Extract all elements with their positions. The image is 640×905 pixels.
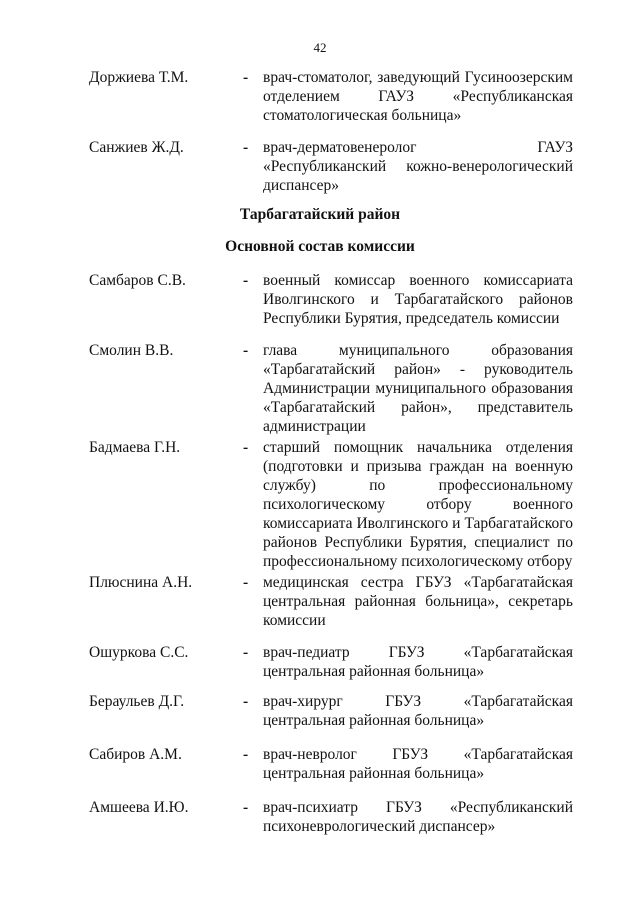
role-line: центральная районная больница» bbox=[263, 765, 485, 782]
role-line: старший помощник начальника отделения bbox=[263, 439, 573, 456]
role-line: военный комиссар военного комиссариата bbox=[263, 272, 573, 289]
section-heading: Основной состав комиссии bbox=[225, 238, 415, 255]
role-line: психологическому отбору военного bbox=[263, 496, 573, 513]
member-role bbox=[263, 745, 573, 783]
member-name: Амшеева И.Ю. bbox=[89, 799, 189, 816]
member-name: Санжиев Ж.Д. bbox=[89, 139, 184, 156]
district-heading: Тарбагатайский район bbox=[239, 206, 401, 223]
dash-separator: - bbox=[243, 746, 249, 763]
role-line: комиссариата Иволгинского и Тарбагатайского bbox=[263, 515, 573, 532]
role-line: «Тарбагатайский район» - руководитель bbox=[263, 361, 573, 378]
role-line: диспансер» bbox=[263, 177, 339, 194]
dash-separator: - bbox=[243, 342, 249, 359]
dash-separator: - bbox=[243, 644, 249, 661]
role-line: администрации bbox=[263, 418, 366, 435]
role-line: комиссии bbox=[263, 612, 326, 629]
role-line: глава муниципального образования bbox=[263, 342, 573, 359]
role-line: медицинская сестра ГБУЗ «Тарбагатайская bbox=[263, 574, 573, 591]
role-line: центральная районная больница» bbox=[263, 712, 485, 729]
role-line: «Республиканский кожно-венерологический bbox=[263, 158, 573, 175]
role-line: службу) по профессиональному bbox=[263, 477, 573, 494]
member-name: Сабиров А.М. bbox=[89, 746, 182, 763]
dash-separator: - bbox=[243, 69, 249, 86]
role-line: врач-психиатр ГБУЗ «Республиканский bbox=[263, 799, 573, 816]
role-line: психоневрологический диспансер» bbox=[263, 818, 496, 835]
role-line: врач-стоматолог, заведующий Гусиноозерским bbox=[263, 69, 573, 86]
dash-separator: - bbox=[243, 439, 249, 456]
member-name: Плюснина А.Н. bbox=[89, 574, 193, 591]
member-name: Бераульев Д.Г. bbox=[89, 693, 185, 710]
role-line: врач-хирург ГБУЗ «Тарбагатайская bbox=[263, 693, 573, 710]
page-number: 42 bbox=[313, 40, 327, 55]
member-role bbox=[263, 68, 573, 125]
role-line: (подготовки и призыва граждан на военную bbox=[263, 458, 573, 475]
member-role bbox=[263, 573, 573, 630]
role-line: Республики Бурятия, председатель комиссии bbox=[263, 310, 560, 327]
role-line: центральная районная больница» bbox=[263, 663, 485, 680]
role-line: «Тарбагатайский район», представитель bbox=[263, 399, 573, 416]
member-name: Смолин В.В. bbox=[89, 342, 174, 359]
member-name: Доржиева Т.М. bbox=[89, 69, 189, 86]
member-name: Самбаров С.В. bbox=[89, 272, 186, 289]
role-line: отделением ГАУЗ «Республиканская bbox=[263, 88, 573, 105]
member-role bbox=[263, 138, 573, 195]
dash-separator: - bbox=[243, 139, 249, 156]
member-role bbox=[263, 798, 573, 836]
member-name: Бадмаева Г.Н. bbox=[89, 439, 181, 456]
dash-separator: - bbox=[243, 799, 249, 816]
role-line: врач-дерматовенеролог ГАУЗ bbox=[263, 139, 573, 156]
member-role bbox=[263, 692, 573, 730]
role-line: Администрации муниципального образования bbox=[263, 380, 573, 397]
role-line: районов Республики Бурятия, специалист по bbox=[263, 534, 573, 551]
role-line: стоматологическая больница» bbox=[263, 107, 462, 124]
dash-separator: - bbox=[243, 574, 249, 591]
member-name: Ошуркова С.С. bbox=[89, 644, 189, 661]
member-role bbox=[263, 438, 573, 571]
role-line: Иволгинского и Тарбагатайского районов bbox=[263, 291, 573, 308]
role-line: профессиональному психологическому отбору bbox=[263, 553, 573, 570]
dash-separator: - bbox=[243, 272, 249, 289]
role-line: врач-педиатр ГБУЗ «Тарбагатайская bbox=[263, 644, 573, 661]
member-role bbox=[263, 341, 573, 436]
dash-separator: - bbox=[243, 693, 249, 710]
member-role bbox=[263, 271, 573, 328]
role-line: центральная районная больница», секретарь bbox=[263, 593, 573, 610]
member-role bbox=[263, 643, 573, 681]
role-line: врач-невролог ГБУЗ «Тарбагатайская bbox=[263, 746, 573, 763]
